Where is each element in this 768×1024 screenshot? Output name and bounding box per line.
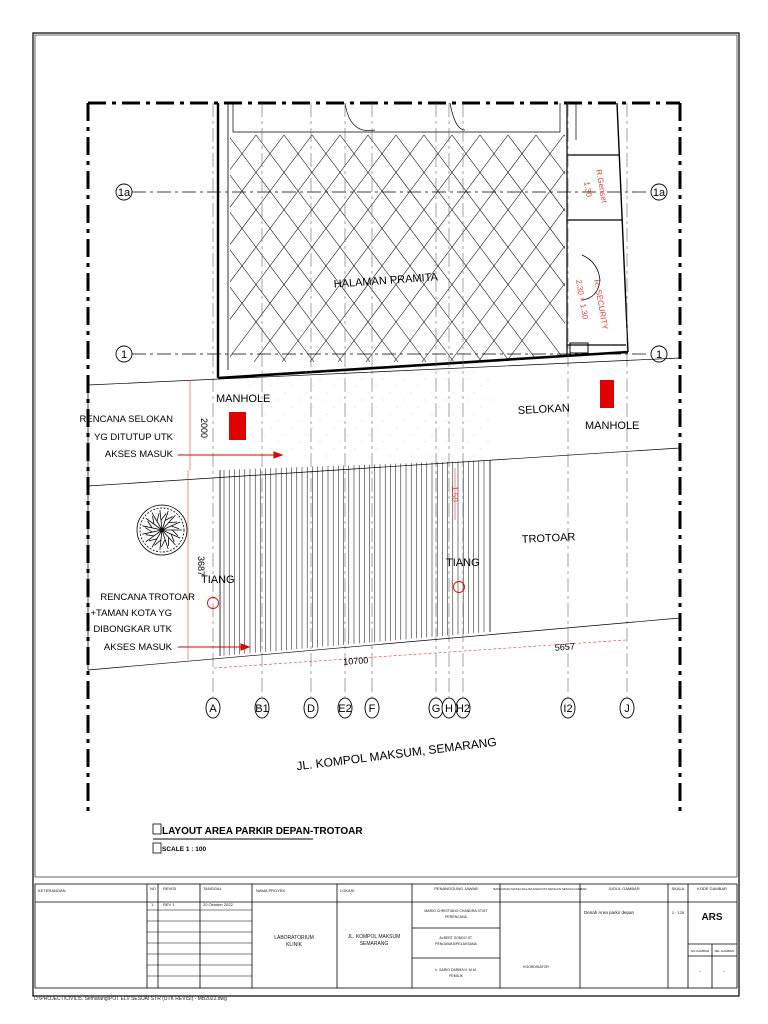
title-block-rev-tanggal: 20 Oktober 2022 [203,902,233,907]
title-block-kode-label: KODE GAMBAR [697,886,727,891]
pole-right-label: TIANG [446,557,480,569]
manhole-left-label: MANHOLE [216,393,271,405]
title-block-skala-label: SKALA [671,886,685,891]
grid-column-label: D [307,703,315,715]
title-block-jml-gambar-label: JML.GAMBAR [714,949,734,953]
grid-row-bubbles [116,184,667,362]
grid-column-label: J [624,703,630,715]
title-block-tanda-label: BANGUNAN MASIH DALAM ANGGOTA DENGAN SESUAI GAMBAR [493,887,587,891]
drawing-title: LAYOUT AREA PARKIR DEPAN-TROTOAR [162,826,363,837]
guard-room-label: R.Genset [594,168,609,204]
manhole-right-marker [600,380,614,408]
dim-paving-length: 10700 [342,655,369,667]
courtyard-hatch [0,135,768,362]
note-drain-line: RENCANA SELOKAN [79,414,173,425]
title-block-no-header: NO [150,886,156,891]
dim-sidewalk-width: 3687 [196,555,206,577]
scale-marker-box [153,843,161,853]
courtyard-label: HALAMAN PRAMITA [333,271,439,291]
dim-drain-width: 2000 [199,417,209,439]
note-sidewalk-line: RENCANA TROTOAR [100,592,195,603]
grid-column-label: G [431,703,441,715]
grid-column-label: I2 [563,703,573,715]
title-block-penanggung-role: PERENCANA [445,915,467,919]
title-block-no-gambar: - [699,969,701,975]
note-sidewalk-line: DIBONGKAR UTK [93,624,172,635]
grid-column-label: H2 [455,703,471,715]
title-block-lokasi-line: SEMARANG [359,941,389,947]
grid-column-label: A [209,703,217,715]
grid-row-label-1a-right: 1a [652,187,666,199]
file-path: D:\PROJECT\CIVIL\5. Semarang\POT ELV SESUAI STR (UTK REVISI) - MB2022.dwg [34,996,227,1002]
drain-label: SELOKAN [517,402,571,417]
title-block-nama-proyek-label: NAMA PROYEK [256,888,286,893]
paving-stripes [224,461,484,656]
title-block-revisi-header: REVISI [163,886,177,891]
title-block-judul-label: JUDUL GAMBAR [608,886,640,891]
title-block-rev-revisi: REV 1 [163,902,175,907]
drawing-scale: SCALE 1 : 100 [162,846,207,853]
title-block-lokasi-line: JL. KOMPOL MAKSUM [347,934,401,940]
revision-table-rows [147,910,252,976]
title-block-penanggung-name: MARIO CHRISTIANO CHANDRA ST.MT [424,909,488,913]
title-block-jml-gambar: - [723,969,725,975]
grid-column-label: E2 [338,703,352,715]
title-block-tanggal-header: TANGGAL [203,886,222,891]
security-post-size: 2.30 × 1.30 [574,278,590,321]
grid-row-label-1a-left: 1a [117,187,131,199]
title-block-penanggung-label: PENANGGUNG JAWAB [434,886,478,891]
grid-column-label: B1 [255,703,269,715]
note-arrows [178,452,282,650]
title-block-rev-no: 1 [151,902,154,907]
security-post-label: R. SECURITY [592,278,610,331]
title-block-kode: ARS [701,912,723,923]
title-block-nama-proyek-line: KLINIK [286,942,302,948]
pole-left-label: TIANG [201,574,235,586]
title-block-judul: Denah Area parkir depan [584,910,635,915]
note-sidewalk-line: +TAMAN KOTA YG [90,608,172,619]
drain-zone-dots [250,372,489,457]
note-drain [80,414,174,460]
title-block-penanggung-name: ALBERT SONDO ST. [439,936,473,940]
note-sidewalk [90,592,195,653]
grid-row-label-1-left: 1 [120,349,128,361]
title-block-penanggung-name: Ir. SARIO DARMA H. M.M. [435,968,477,972]
title-block-keterangan: KETERANGAN [38,888,66,893]
title-block-koordinator: KOORDINATOR [523,965,549,969]
title-block-skala: 1 : 125 [671,910,685,915]
title-block-penanggung-role: PEMILIK [449,974,463,978]
dimension-lines [188,380,626,668]
note-drain-line: YG DITUTUP UTK [94,432,173,443]
title-block-penanggung-role: PENGAWAS/PELAKSANA [435,942,477,946]
dim-paving-red: 1.50 [450,486,459,502]
sheet-border [33,33,739,996]
tree-symbol [137,505,187,555]
grid-row-label-1-right: 1 [655,349,663,361]
grid-column-label: H [445,703,453,715]
property-boundary [88,103,680,812]
note-drain-line: AKSES MASUK [104,449,173,460]
street-label: JL. KOMPOL MAKSUM, SEMARANG [295,734,498,774]
title-block-lokasi-label: LOKASI [340,888,355,893]
title-block-nama-proyek-line: LABORATORIUM [274,935,314,941]
note-sidewalk-line: AKSES MASUK [103,642,172,653]
manhole-right-label: MANHOLE [585,420,640,432]
guard-room-size: 1.30 [582,180,594,198]
sidewalk-label: TROTOAR [521,531,576,546]
title-block-no-gambar-label: NO.GAMBAR [690,949,710,953]
manhole-left-marker [229,412,246,440]
building-outline [218,103,628,378]
title-marker-box [153,824,161,834]
grid-column-label: F [368,703,376,715]
dim-right-length: 5657 [554,641,576,653]
